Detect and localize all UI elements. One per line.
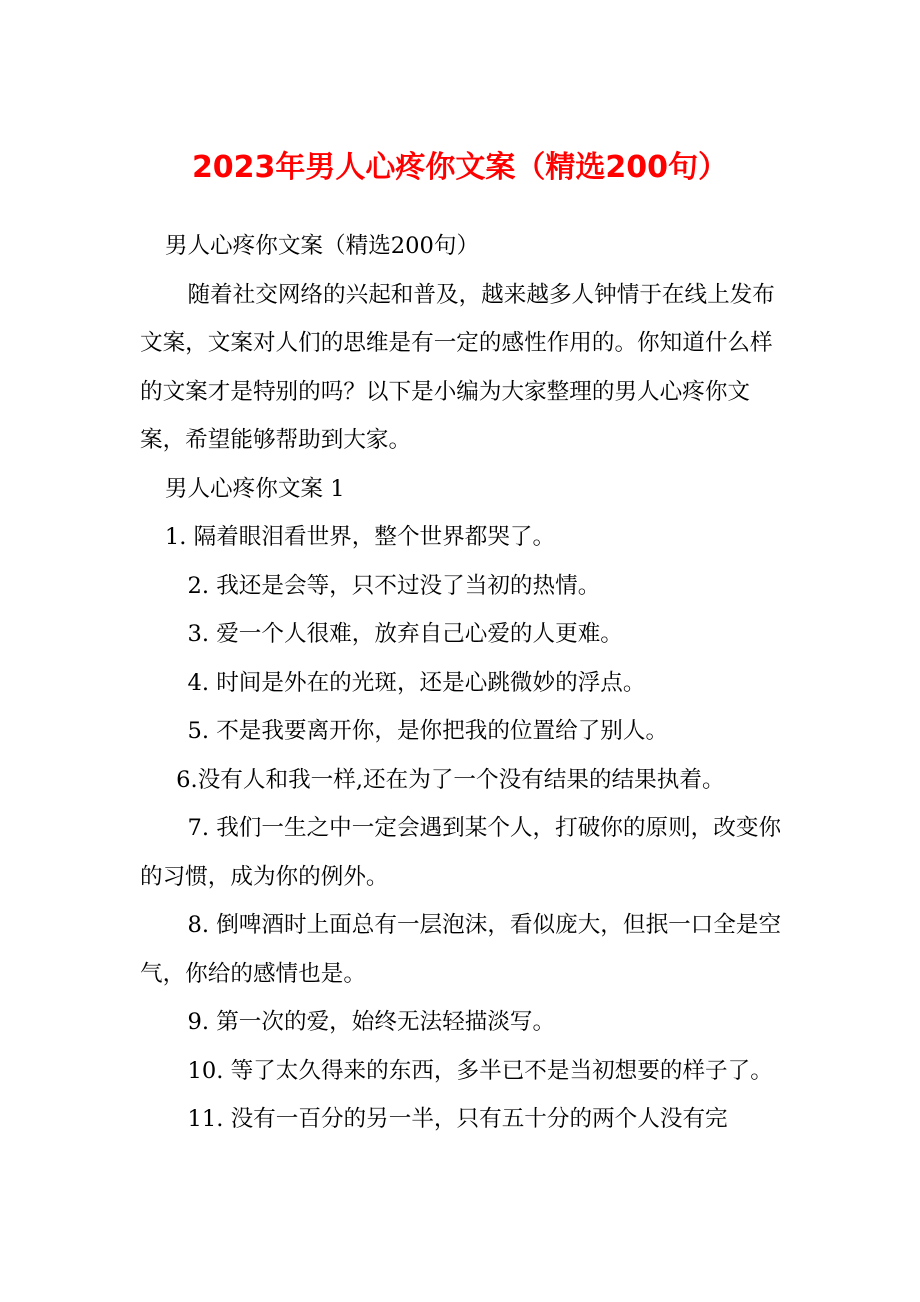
list-item: 9. 第一次的爱，始终无法轻描淡写。 <box>187 1009 556 1035</box>
list-item: 8. 倒啤酒时上面总有一层泡沫，看似庞大，但抿一口全是空气，你给的感情也是。 <box>140 912 782 987</box>
list-item: 6.没有人和我一样,还在为了一个没有结果的结果执着。 <box>176 766 725 793</box>
list-item: 11. 没有一百分的另一半，只有五十分的两个人没有完 <box>187 1106 728 1132</box>
list-item: 2. 我还是会等，只不过没了当初的热情。 <box>187 572 601 599</box>
document-body <box>140 222 782 1144</box>
document-title: 2023年男人心疼你文案（精选200句） <box>191 150 729 185</box>
list-item: 5. 不是我要离开你，是你把我的位置给了别人。 <box>187 718 669 744</box>
list-item: 3. 爱一个人很难，放弃自己心爱的人更难。 <box>187 621 623 647</box>
list-item: 10. 等了太久得来的东西，多半已不是当初想要的样子了。 <box>187 1057 773 1084</box>
intro-paragraph: 随着社交网络的兴起和普及，越来越多人钟情于在线上发布文案，文案对人们的思维是有一定的感性作用的。你知道什么样的文案才是特别的吗？以下是小编为大家整理的男人心疼你文案，希望能够帮助到大家。 <box>140 281 775 453</box>
list-item: 1. 隔着眼泪看世界，整个世界都哭了。 <box>164 524 556 550</box>
list-item: 4. 时间是外在的光斑，还是心跳微妙的浮点。 <box>187 669 646 696</box>
section-heading: 男人心疼你文案 1 <box>164 475 345 502</box>
list-item: 7. 我们一生之中一定会遇到某个人，打破你的原则，改变你的习惯，成为你的例外。 <box>140 815 782 890</box>
subtitle: 男人心疼你文案（精选200句） <box>164 233 480 259</box>
